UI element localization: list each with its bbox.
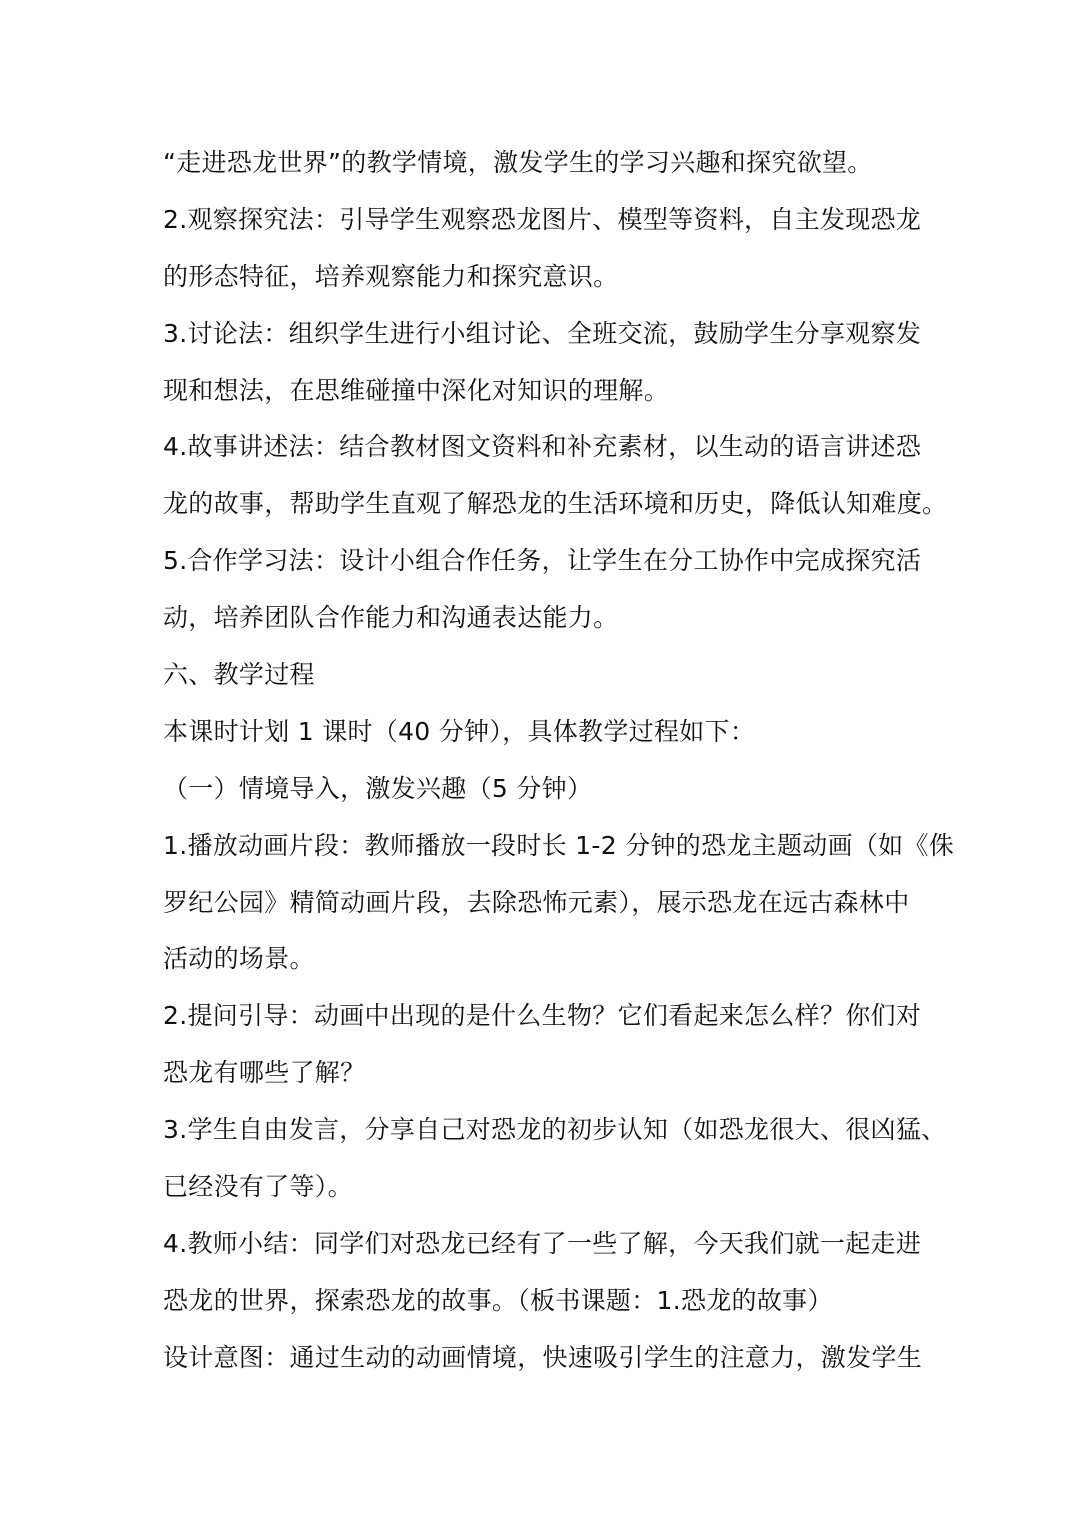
text-line: 动，培养团队合作能力和沟通表达能力。 bbox=[163, 603, 619, 633]
text-line: 的形态特征，培养观察能力和探究意识。 bbox=[163, 261, 619, 291]
text-line: 活动的场景。 bbox=[163, 944, 315, 974]
document-body bbox=[163, 135, 955, 1387]
text-line: 4.故事讲述法：结合教材图文资料和补充素材，以生动的语言讲述恐 bbox=[163, 432, 922, 462]
text-line: 已经没有了等）。 bbox=[163, 1172, 353, 1202]
text-line: 1.播放动画片段：教师播放一段时长 1-2 分钟的恐龙主题动画（如《侏 bbox=[163, 830, 955, 860]
text-line: 3.讨论法：组织学生进行小组讨论、全班交流，鼓励学生分享观察发 bbox=[163, 318, 922, 348]
text-line: 2.观察探究法：引导学生观察恐龙图片、模型等资料，自主发现恐龙 bbox=[163, 204, 922, 234]
text-line: 龙的故事，帮助学生直观了解恐龙的生活环境和历史，降低认知难度。 bbox=[163, 489, 948, 519]
text-line: 3.学生自由发言，分享自己对恐龙的初步认知（如恐龙很大、很凶猛、 bbox=[163, 1115, 947, 1145]
text-line: 2.提问引导：动画中出现的是什么生物？它们看起来怎么样？你们对 bbox=[163, 1001, 922, 1031]
section-heading: 六、教学过程 bbox=[163, 660, 315, 690]
subsection-heading: （一）情境导入，激发兴趣（5 分钟） bbox=[163, 773, 593, 803]
text-line: 恐龙的世界，探索恐龙的故事。（板书课题：1.恐龙的故事） bbox=[163, 1285, 833, 1315]
text-line: 本课时计划 1 课时（40 分钟），具体教学过程如下： bbox=[163, 716, 756, 746]
text-line: 4.教师小结：同学们对恐龙已经有了一些了解，今天我们就一起走进 bbox=[163, 1228, 922, 1258]
text-line: 现和想法，在思维碰撞中深化对知识的理解。 bbox=[163, 375, 670, 405]
text-line: 5.合作学习法：设计小组合作任务，让学生在分工协作中完成探究活 bbox=[163, 546, 922, 576]
text-line: 设计意图：通过生动的动画情境，快速吸引学生的注意力，激发学生 bbox=[163, 1342, 923, 1372]
text-line: 罗纪公园》精简动画片段，去除恐怖元素），展示恐龙在远古森林中 bbox=[163, 887, 910, 917]
text-line: 恐龙有哪些了解？ bbox=[163, 1058, 366, 1088]
text-line: “走进恐龙世界”的教学情境，激发学生的学习兴趣和探究欲望。 bbox=[163, 148, 873, 177]
